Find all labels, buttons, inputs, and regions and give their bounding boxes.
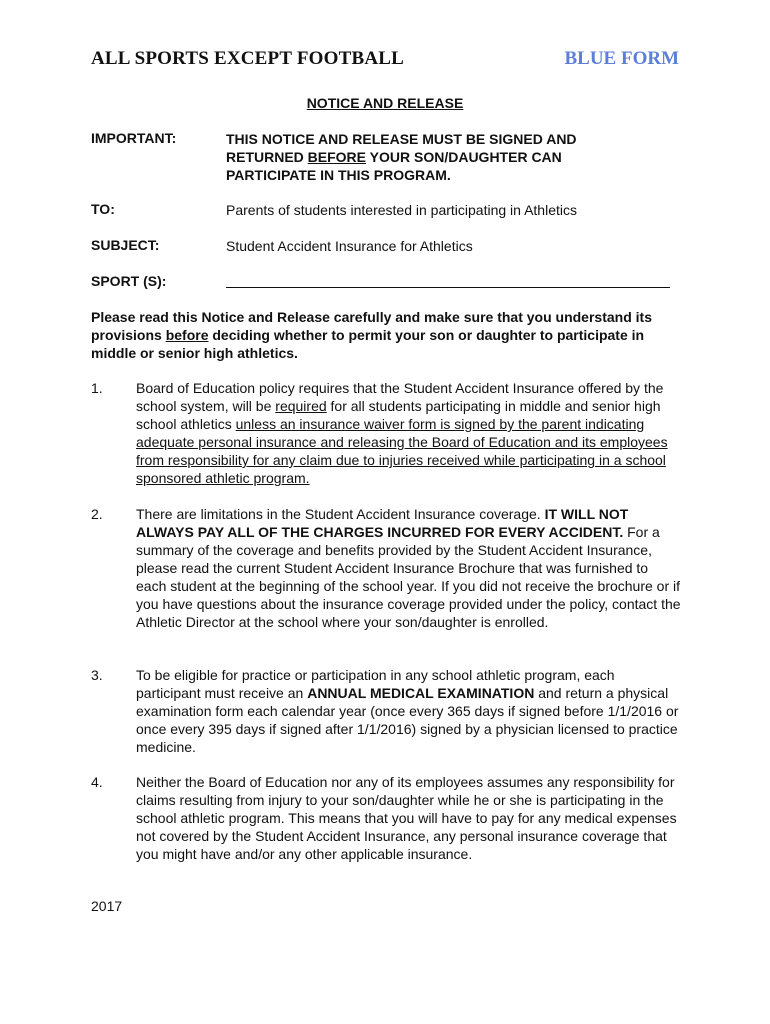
form-color-label: BLUE FORM [564,48,679,69]
notice-title: NOTICE AND RELEASE [306,95,464,111]
item-text: Neither the Board of Education nor any of its employees assumes any responsibility for claims resulting from injury to your son/daughter while he or she is participating in the school athletic program. This means that you will have to pay for any medical expenses not covered by the Student Accident Insurance, any personal insurance coverage that you might have and/or any other applicable insurance. [136,774,677,862]
sport-blank-line[interactable] [226,287,670,288]
form-title: ALL SPORTS EXCEPT FOOTBALL [91,48,405,69]
to-label: TO: [91,201,115,217]
sport-label: SPORT (S): [91,273,167,289]
item-text: There are limitations in the Student Accident Insurance coverage. IT WILL NOT ALWAYS PAY ALL OF THE CHARGES INCURRED FOR EVERY ACCIDENT. For a summary of the coverage and benefits provided by the Student Accident Insurance, please read the current Student Accident Insurance Brochure that was furnished to each student at the beginning of the school year. If you did not receive the brochure or if you have questions about the insurance coverage provided under the policy, contact the Athletic Director at the school where your son/daughter is enrolled. [136,506,681,630]
item-number: 3. [91,667,103,683]
item-number: 4. [91,774,103,790]
item-number: 2. [91,506,103,522]
to-value: Parents of students interested in participating in Athletics [226,202,577,218]
important-text: THIS NOTICE AND RELEASE MUST BE SIGNED AND RETURNED BEFORE YOUR SON/DAUGHTER CAN PARTICIPATE IN THIS PROGRAM. [226,131,577,183]
subject-label: SUBJECT: [91,237,160,253]
item-number: 1. [91,380,103,396]
footer-year: 2017 [91,898,123,914]
item-text: Board of Education policy requires that the Student Accident Insurance offered by the school system, will be required for all students participating in middle and senior high school athletics unless an insurance waiver form is signed by the parent indicating adequate personal insurance and releasing the Board of Education and its employees from responsibility for any claim due to injuries received while participating in a school sponsored athletic program. [136,380,668,486]
item-text: To be eligible for practice or participation in any school athletic program, each participant must receive an ANNUAL MEDICAL EXAMINATION and return a physical examination form each calendar year (once every 365 days if signed before 1/1/2016 or once every 395 days if signed after 1/1/2016) signed by a physician licensed to practice medicine. [136,667,679,755]
important-label: IMPORTANT: [91,130,177,146]
intro-paragraph: Please read this Notice and Release carefully and make sure that you understand its provisions before deciding whether to permit your son or daughter to participate in middle or senior high athletics. [91,309,652,361]
subject-value: Student Accident Insurance for Athletics [226,238,473,254]
